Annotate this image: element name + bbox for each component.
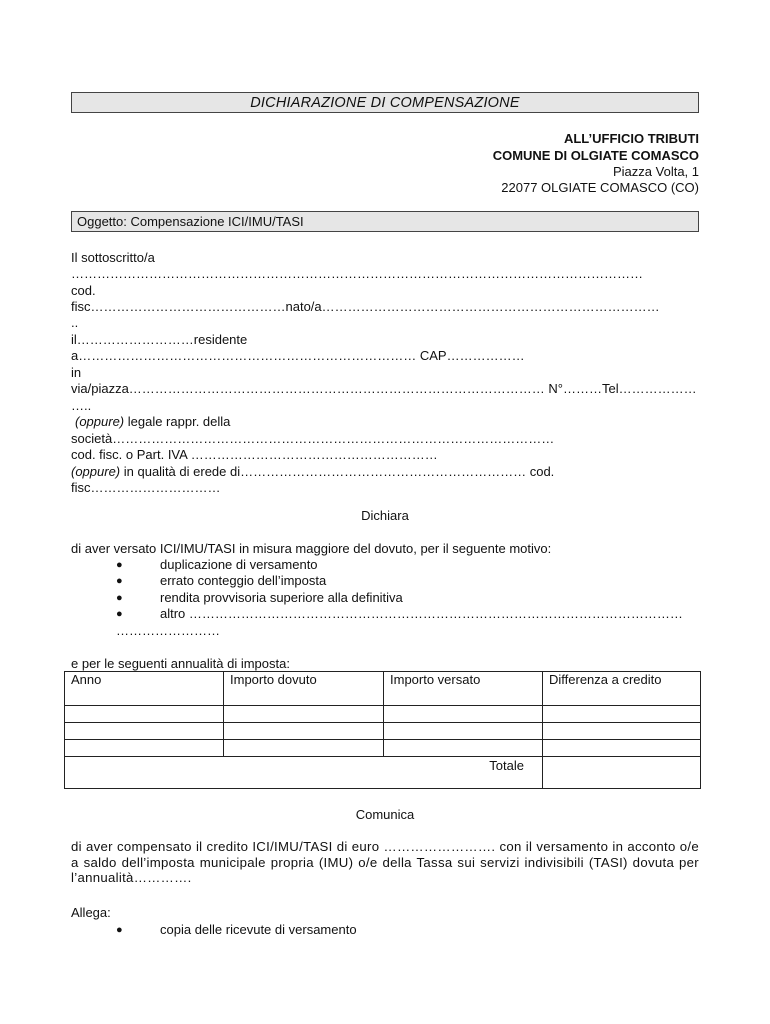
document-title xyxy=(71,92,699,113)
heir-tax-code-line: fisc………………………… xyxy=(71,480,221,495)
bullet-icon: ● xyxy=(116,575,123,587)
table-cell[interactable] xyxy=(384,740,543,757)
table-cell[interactable] xyxy=(384,706,543,723)
continuation-dots-2: ….. xyxy=(71,398,92,413)
subject-box xyxy=(71,211,699,232)
legal-rep-line xyxy=(75,414,230,429)
oppure-italic-2: (oppure) xyxy=(71,464,121,479)
attachment-item: copia delle ricevute di versamento xyxy=(160,922,357,937)
reason-item: errato conteggio dell’imposta xyxy=(160,573,327,588)
table-row xyxy=(65,740,701,757)
total-label: Totale xyxy=(65,757,543,789)
table-cell[interactable] xyxy=(384,723,543,740)
subject-text: Oggetto: Compensazione ICI/IMU/TASI xyxy=(77,214,304,229)
table-cell[interactable] xyxy=(224,723,384,740)
total-value-cell[interactable] xyxy=(543,757,701,789)
table-row xyxy=(65,723,701,740)
declares-heading: Dichiara xyxy=(361,508,409,523)
recipient-office: ALL’UFFICIO TRIBUTI xyxy=(563,131,699,146)
company-line: società………………………………………………………………………………………… xyxy=(71,431,555,446)
bullet-icon: ● xyxy=(116,559,123,571)
heir-line xyxy=(71,464,554,479)
document-title-text: DICHIARAZIONE DI COMPENSAZIONE xyxy=(250,95,520,111)
residence-cap-line: a…………………………………………………………………… CAP……………… xyxy=(71,348,525,363)
birthdate-residence-line: il………………………residente xyxy=(71,332,248,347)
total-row xyxy=(65,757,701,789)
other-continuation: …………………… xyxy=(116,623,220,638)
recipient-city: 22077 OLGIATE COMASCO (CO) xyxy=(501,180,699,195)
table-cell[interactable] xyxy=(543,740,701,757)
recipient-street: Piazza Volta, 1 xyxy=(613,164,699,179)
column-header-due: Importo dovuto xyxy=(224,672,384,706)
reason-item: duplicazione di versamento xyxy=(160,557,318,572)
oppure-italic: (oppure) xyxy=(75,414,125,429)
declarant-intro: Il sottoscritto/a xyxy=(71,250,155,265)
in-label: in xyxy=(71,365,82,380)
communicates-paragraph: di aver compensato il credito ICI/IMU/TASI di euro ……………………. con il versamento in acconto o/e a saldo dell’imposta municipale propria (IMU) o/e della Tassa sui servizi indivisibili (TASI) dovuta per l’annualità…………. xyxy=(71,839,699,885)
address-phone-line: via/piazza…………………………………………………………………………………… N°………Tel……………… xyxy=(71,381,697,396)
bullet-icon: ● xyxy=(116,608,123,620)
bullet-icon: ● xyxy=(116,592,123,604)
recipient-municipality: COMUNE DI OLGIATE COMASCO xyxy=(492,148,699,163)
table-cell[interactable] xyxy=(543,706,701,723)
table-cell[interactable] xyxy=(543,723,701,740)
company-tax-line: cod. fisc. o Part. IVA ………………………………………………… xyxy=(71,447,438,462)
bullet-icon: ● xyxy=(116,924,123,936)
heir-text: in qualità di erede di………………………………………………………… cod. xyxy=(120,464,555,479)
table-cell[interactable] xyxy=(65,706,224,723)
reason-item-other: altro …………………………………………………………………………………………………… xyxy=(160,606,683,621)
table-row xyxy=(65,706,701,723)
name-fill-line: …………………………………………………………………………………………………………………… xyxy=(71,266,643,281)
years-intro: e per le seguenti annualità di imposta: xyxy=(71,656,290,671)
table-header-row xyxy=(65,672,701,706)
column-header-year: Anno xyxy=(65,672,224,706)
years-table xyxy=(64,671,701,789)
table-cell[interactable] xyxy=(65,723,224,740)
tax-code-label: cod. xyxy=(71,283,96,298)
legal-rep-text: legale rappr. della xyxy=(124,414,231,429)
table-cell[interactable] xyxy=(65,740,224,757)
continuation-dots: .. xyxy=(71,315,79,330)
table-cell[interactable] xyxy=(224,706,384,723)
attachments-heading: Allega: xyxy=(71,905,111,920)
reason-item: rendita provvisoria superiore alla definitiva xyxy=(160,590,403,605)
tax-code-birthplace-line: fisc………………………………………nato/a…………………………………………………………………… xyxy=(71,299,660,314)
column-header-paid: Importo versato xyxy=(384,672,543,706)
declares-intro: di aver versato ICI/IMU/TASI in misura maggiore del dovuto, per il seguente motivo: xyxy=(71,541,552,556)
column-header-difference: Differenza a credito xyxy=(543,672,701,706)
communicates-heading: Comunica xyxy=(355,807,415,822)
table-cell[interactable] xyxy=(224,740,384,757)
